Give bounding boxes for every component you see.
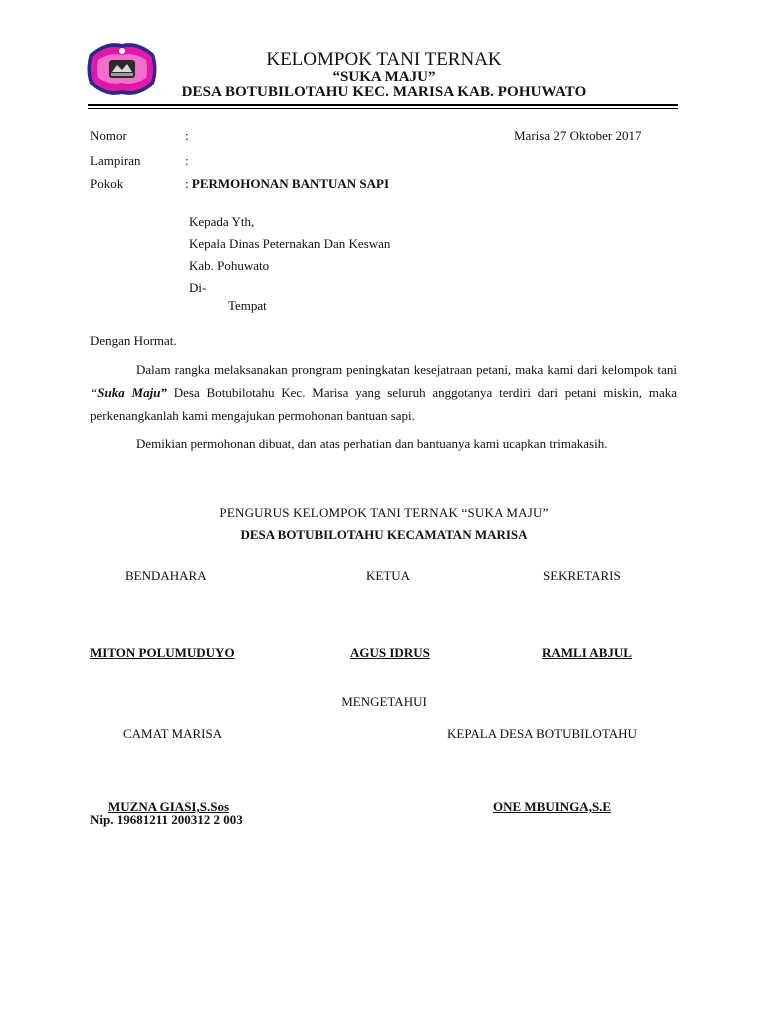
lampiran-label: Lampiran xyxy=(90,153,141,168)
kepala-desa-name: ONE MBUINGA,S.E xyxy=(493,799,612,814)
organization-subtitle: “SUKA MAJU” xyxy=(332,69,436,85)
para1-text-start: Dalam rangka melaksanakan prongram peningkatan kesejatraan petani, maka kami dari kelompok tani xyxy=(136,362,677,377)
recipient-line-3: Kab. Pohuwato xyxy=(189,258,270,273)
recipient-line-1: Kepada Yth, xyxy=(189,214,255,229)
recipient-line-4: Di- xyxy=(189,280,207,295)
pokok-value xyxy=(185,176,389,192)
bendahara-name: MITON POLUMUDUYO xyxy=(90,645,235,660)
body-paragraph-1 xyxy=(90,358,677,427)
recipient-line-5: Tempat xyxy=(228,298,267,313)
mengetahui-label: MENGETAHUI xyxy=(341,694,427,709)
organization-address: DESA BOTUBILOTAHU KEC. MARISA KAB. POHUWATO xyxy=(181,84,587,100)
camat-title: CAMAT MARISA xyxy=(123,726,223,741)
lampiran-colon: : xyxy=(185,153,189,168)
salutation: Dengan Hormat. xyxy=(90,333,177,348)
organization-name: KELOMPOK TANI TERNAK xyxy=(266,49,502,70)
signatory-heading-2: DESA BOTUBILOTAHU KECAMATAN MARISA xyxy=(240,527,528,542)
para1-text-end: Desa Botubilotahu Kec. Marisa yang seluruh anggotanya terdiri dari petani miskin, maka perkenangkanlah kami mengajukan permohonan bantuan sapi. xyxy=(90,385,677,423)
camat-name: MUZNA GIASI,S.Sos xyxy=(108,799,230,814)
sekretaris-title: SEKRETARIS xyxy=(543,568,621,583)
body-paragraph-2: Demikian permohonan dibuat, dan atas perhatian dan bantuanya kami ucapkan trimakasih. xyxy=(136,436,608,451)
ketua-title: KETUA xyxy=(366,568,411,583)
para1-quote-open: “ xyxy=(90,385,98,400)
pokok-label: Pokok xyxy=(90,176,124,191)
recipient-line-2: Kepala Dinas Peternakan Dan Keswan xyxy=(189,236,391,251)
para1-group-name: Suka Maju” xyxy=(97,385,167,400)
ketua-name: AGUS IDRUS xyxy=(350,645,430,660)
place-date: Marisa 27 Oktober 2017 xyxy=(514,128,642,143)
nomor-colon: : xyxy=(185,128,189,143)
header-rule-thick xyxy=(88,104,678,106)
signatory-heading-1: PENGURUS KELOMPOK TANI TERNAK “SUKA MAJU” xyxy=(219,505,549,520)
nomor-label: Nomor xyxy=(90,128,127,143)
kepala-desa-title: KEPALA DESA BOTUBILOTAHU xyxy=(447,726,637,741)
camat-nip: Nip. 19681211 200312 2 003 xyxy=(90,812,243,827)
sekretaris-name: RAMLI ABJUL xyxy=(542,645,632,660)
pokok-colon: : xyxy=(185,176,189,191)
bendahara-title: BENDAHARA xyxy=(125,568,207,583)
header-rule-thin xyxy=(88,108,678,109)
pokok-subject: PERMOHONAN BANTUAN SAPI xyxy=(191,176,390,191)
